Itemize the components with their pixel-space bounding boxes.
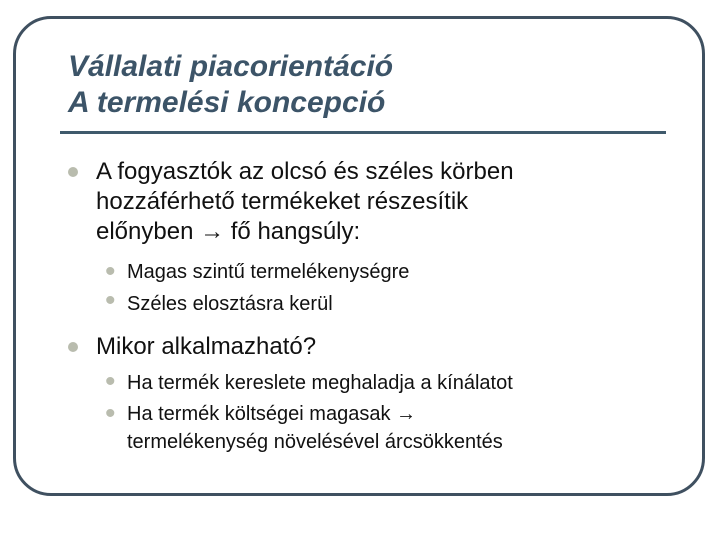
bullet-1-line-1: A fogyasztók az olcsó és széles körben xyxy=(96,158,514,185)
bullet-2-sub-2 xyxy=(127,400,503,456)
bullet-1-line-3: előnyben → fő hangsúly: xyxy=(96,218,361,245)
bullet-1-sub-2: Széles elosztásra kerül xyxy=(127,293,333,315)
bullet-2-line-1: Mikor alkalmazható? xyxy=(96,333,317,360)
sub-bullet-icon: • xyxy=(105,397,116,430)
bullet-1-sub-1: Magas szintű termelékenységre xyxy=(127,261,410,283)
bullet-1-text xyxy=(96,157,656,247)
title-line-2: A termelési koncepció xyxy=(68,86,386,119)
bullet-icon xyxy=(68,167,82,181)
sub-bullet-icon: • xyxy=(105,255,116,288)
bullet-2-sub-2-line-2: termelékenység növelésével árcsökkentés xyxy=(127,431,503,453)
bullet-1-line-2: hozzáférhető termékeket részesítik xyxy=(96,188,469,215)
title-line-1: Vállalati piacorientáció xyxy=(68,50,394,83)
bullet-2-sub-2-line-1: Ha termék költségei magasak → xyxy=(127,403,417,425)
bullet-icon xyxy=(68,342,82,356)
sub-bullet-icon: • xyxy=(105,365,116,398)
bullet-2-text xyxy=(96,332,656,362)
sub-bullet-icon: • xyxy=(105,284,116,317)
bullet-2-sub-1: Ha termék kereslete meghaladja a kínálatot xyxy=(127,372,513,394)
